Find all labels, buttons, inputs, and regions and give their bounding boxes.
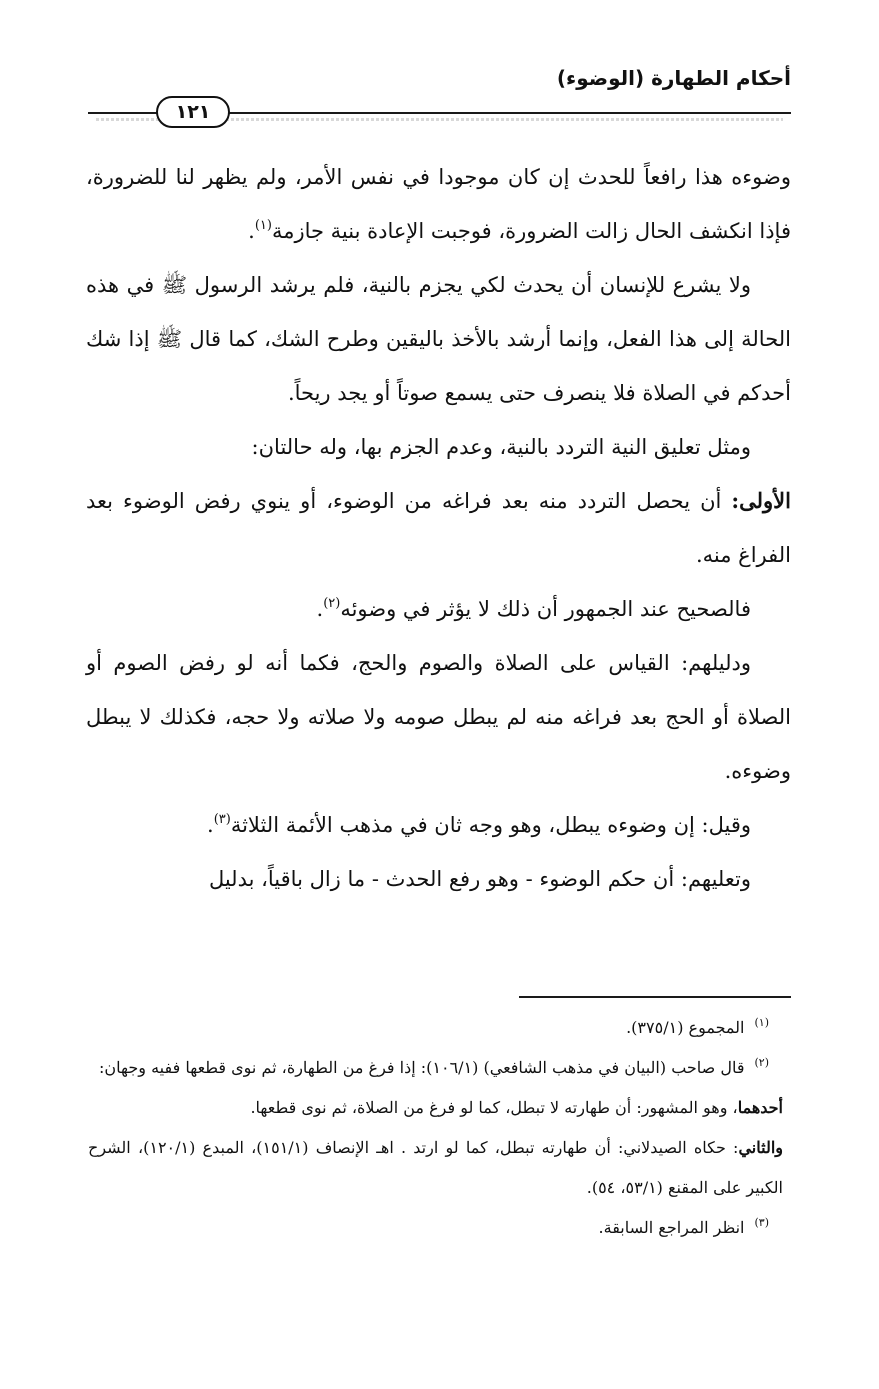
footnote-2-mark: (٢) [754, 1056, 769, 1069]
paragraph-6: ودليلهم: القياس على الصلاة والصوم والحج، فكما أنه لو رفض الصوم أو الصلاة أو الحج بعد فراغه منه لم يبطل صومه ولا صلاته ولا حجه، فكذلك لا يبطل وضوءه. [86, 651, 791, 783]
paragraph-5-text: فالصحيح عند الجمهور أن ذلك لا يؤثر في وضوئه [340, 597, 751, 621]
footnote-2-second-lead: والثاني [738, 1138, 783, 1157]
footnote-2-second-text: : حكاه الصيدلاني: أن طهارته تبطل، كما لو ارتد . اهـ الإنصاف (١٥١/١)، المبدع (١٢٠/١)، الشرح الكبير على المقنع (٥٣/١، ٥٤). [88, 1138, 783, 1197]
paragraph-4 [86, 474, 791, 582]
footnote-3-text: انظر المراجع السابقة. [598, 1218, 745, 1237]
footnote-ref-3[interactable]: (٣) [213, 812, 231, 827]
paragraph-4-text: أن يحصل التردد منه بعد فراغه من الوضوء، أو ينوي رفض الوضوء بعد الفراغ منه. [86, 489, 791, 567]
footnote-3 [88, 1208, 783, 1248]
footnote-2 [88, 1048, 783, 1088]
paragraph-7 [86, 798, 791, 852]
paragraph-8: وتعليهم: أن حكم الوضوء - وهو رفع الحدث - ما زال باقياً، بدليل [208, 867, 751, 891]
footnote-2-text: قال صاحب (البيان في مذهب الشافعي) (١٠٦/١): إذا فرغ من الطهارة، ثم نوى قطعها ففيه وجهان: [98, 1058, 745, 1077]
footnote-1-mark: (١) [754, 1016, 769, 1029]
page-number: ١٢١ [175, 100, 211, 123]
footnote-ref-2[interactable]: (٢) [323, 596, 341, 611]
main-text [86, 150, 791, 906]
paragraph-7-text: وقيل: إن وضوءه يبطل، وهو وجه ثان في مذهب الأئمة الثلاثة [230, 813, 751, 837]
footnote-1-text: المجموع (٣٧٥/١). [626, 1018, 745, 1037]
paragraph-7-end: . [207, 813, 214, 837]
paragraph-1 [86, 150, 791, 258]
footnote-2-first-lead: أحدهما [737, 1098, 783, 1117]
footnote-2-first-text: ، وهو المشهور: أن طهارته لا تبطل، كما لو فرغ من الصلاة، ثم نوى قطعها. [250, 1098, 738, 1117]
page-number-frame [156, 96, 230, 128]
footnote-1 [88, 1008, 783, 1048]
paragraph-4-lead: الأولى: [731, 488, 791, 513]
running-title: أحكام الطهارة (الوضوء) [556, 66, 791, 90]
paragraph-5-end: . [316, 597, 324, 621]
footnote-2-second [88, 1128, 783, 1208]
paragraph-1-text: وضوءه هذا رافعاً للحدث إن كان موجودا في نفس الأمر، ولم يظهر لنا للضرورة، فإذا انكشف الحال زالت الضرورة، فوجبت الإعادة بنية جازمة [86, 165, 791, 243]
footnote-separator [519, 996, 791, 998]
footnote-2-first [88, 1088, 783, 1128]
footnote-3-mark: (٣) [754, 1216, 769, 1229]
paragraph-1-end: . [248, 219, 255, 243]
paragraph-2: ولا يشرع للإنسان أن يحدث لكي يجزم بالنية، فلم يرشد الرسول ﷺ في هذه الحالة إلى هذا الفعل، وإنما أرشد بالأخذ باليقين وطرح الشك، كما قال ﷺ إذا شك أحدكم في الصلاة فلا ينصرف حتى يسمع صوتاً أو يجد ريحاً. [86, 273, 791, 405]
paragraph-3: ومثل تعليق النية التردد بالنية، وعدم الجزم بها، وله حالتان: [251, 435, 751, 459]
footnote-ref-1[interactable]: (١) [254, 218, 272, 233]
paragraph-5 [86, 582, 791, 636]
footnotes [88, 1008, 783, 1248]
